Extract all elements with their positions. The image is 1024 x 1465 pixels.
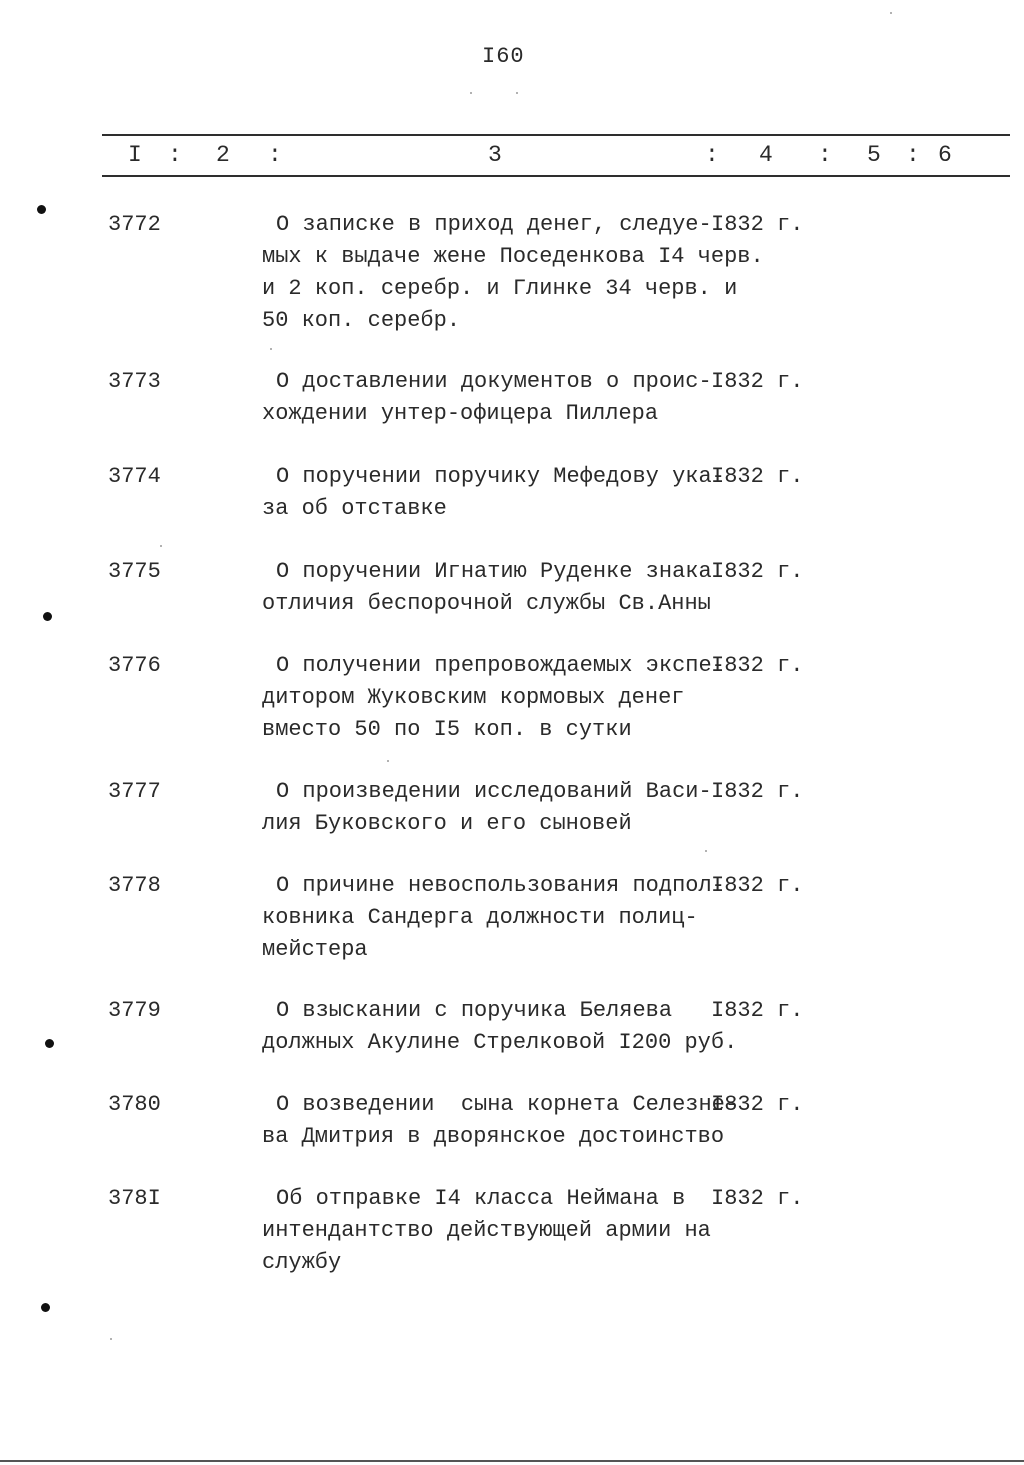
- entry-number: 3779: [108, 998, 161, 1023]
- page-number: I60: [482, 44, 525, 69]
- entry-date: I832 г.: [711, 653, 804, 678]
- entry-number: 3780: [108, 1092, 161, 1117]
- binder-hole-mark: [45, 1039, 54, 1048]
- entry-text-line: и 2 коп. серебр. и Глинке 34 черв. и: [262, 276, 738, 301]
- entry-text-line: должных Акулине Стрелковой I200 руб.: [262, 1030, 738, 1055]
- column-header-3: 3: [488, 142, 502, 168]
- scan-speck: [516, 92, 518, 94]
- column-header-6: 6: [938, 142, 952, 168]
- entry-number: 3772: [108, 212, 161, 237]
- entry-text-line: О поручении поручику Мефедову ука-: [276, 464, 725, 489]
- entry-number: 3776: [108, 653, 161, 678]
- column-header-4: 4: [759, 142, 773, 168]
- entry-text-line: вместо 50 по I5 коп. в сутки: [262, 717, 632, 742]
- entry-number: 3778: [108, 873, 161, 898]
- header-bottom-rule: [102, 175, 1010, 177]
- entry-date: I832 г.: [711, 779, 804, 804]
- entry-number: 3777: [108, 779, 161, 804]
- entry-number: 3774: [108, 464, 161, 489]
- entry-description: [262, 1183, 712, 1279]
- entry-description: [262, 650, 725, 746]
- entry-text-line: О возведении сына корнета Селезне-: [276, 1092, 739, 1117]
- entry-description: [262, 1089, 739, 1153]
- column-separator: :: [268, 142, 282, 168]
- entry-text-line: 50 коп. серебр.: [262, 308, 461, 333]
- entry-text-line: ва Дмитрия в дворянское достоинство: [262, 1124, 725, 1149]
- entry-date: I832 г.: [711, 998, 804, 1023]
- page-bottom-edge: [0, 1460, 1024, 1462]
- binder-hole-mark: [41, 1303, 50, 1312]
- entry-text-line: О получении препровождаемых экспе-: [276, 653, 725, 678]
- entry-text-line: за об отставке: [262, 496, 447, 521]
- entry-number: 3773: [108, 369, 161, 394]
- entry-text-line: мейстера: [262, 937, 368, 962]
- entry-text-line: ковника Сандерга должности полиц-: [262, 905, 698, 930]
- binder-hole-mark: [37, 205, 46, 214]
- entry-text-line: О записке в приход денег, следуе-: [276, 212, 712, 237]
- scan-speck: [160, 545, 162, 547]
- entry-date: I832 г.: [711, 464, 804, 489]
- entry-text-line: лия Буковского и его сыновей: [262, 811, 632, 836]
- entry-description: [262, 870, 725, 966]
- scan-speck: [705, 850, 707, 852]
- column-header-5: 5: [867, 142, 881, 168]
- scan-speck: [387, 760, 389, 762]
- entry-text-line: интендантство действующей армии на: [262, 1218, 711, 1243]
- column-header-2: 2: [216, 142, 230, 168]
- scan-speck: [270, 348, 272, 350]
- entry-text-line: мых к выдаче жене Поседенкова I4 черв.: [262, 244, 764, 269]
- entry-date: I832 г.: [711, 1092, 804, 1117]
- header-top-rule: [102, 134, 1010, 136]
- entry-text-line: дитором Жуковским кормовых денег: [262, 685, 685, 710]
- entry-description: [262, 995, 738, 1059]
- entry-number: 378I: [108, 1186, 161, 1211]
- entry-description: [262, 776, 712, 840]
- entry-text-line: отличия беспорочной службы Св.Анны: [262, 591, 711, 616]
- scan-speck: [110, 1338, 112, 1340]
- entry-number: 3775: [108, 559, 161, 584]
- entry-text-line: О взыскании с поручика Беляева: [276, 998, 673, 1023]
- column-separator: :: [906, 142, 920, 168]
- binder-hole-mark: [43, 612, 52, 621]
- entry-date: I832 г.: [711, 873, 804, 898]
- column-separator: :: [818, 142, 832, 168]
- entry-date: I832 г.: [711, 559, 804, 584]
- entry-description: [262, 556, 712, 620]
- scan-speck: [890, 12, 892, 14]
- entry-text-line: О доставлении документов о проис-: [276, 369, 712, 394]
- entry-text-line: Об отправке I4 класса Неймана в: [276, 1186, 686, 1211]
- entry-date: I832 г.: [711, 369, 804, 394]
- entry-text-line: хождении унтер-офицера Пиллера: [262, 401, 659, 426]
- entry-text-line: О произведении исследований Васи-: [276, 779, 712, 804]
- scan-speck: [470, 92, 472, 94]
- column-separator: :: [168, 142, 182, 168]
- entry-description: [262, 461, 725, 525]
- entry-text-line: О причине невоспользования подпол-: [276, 873, 725, 898]
- entry-date: I832 г.: [711, 1186, 804, 1211]
- entry-description: [262, 366, 712, 430]
- entry-date: I832 г.: [711, 212, 804, 237]
- entry-text-line: О поручении Игнатию Руденке знака: [276, 559, 712, 584]
- column-separator: :: [705, 142, 719, 168]
- column-header-1: I: [128, 142, 142, 168]
- entry-text-line: службу: [262, 1250, 342, 1275]
